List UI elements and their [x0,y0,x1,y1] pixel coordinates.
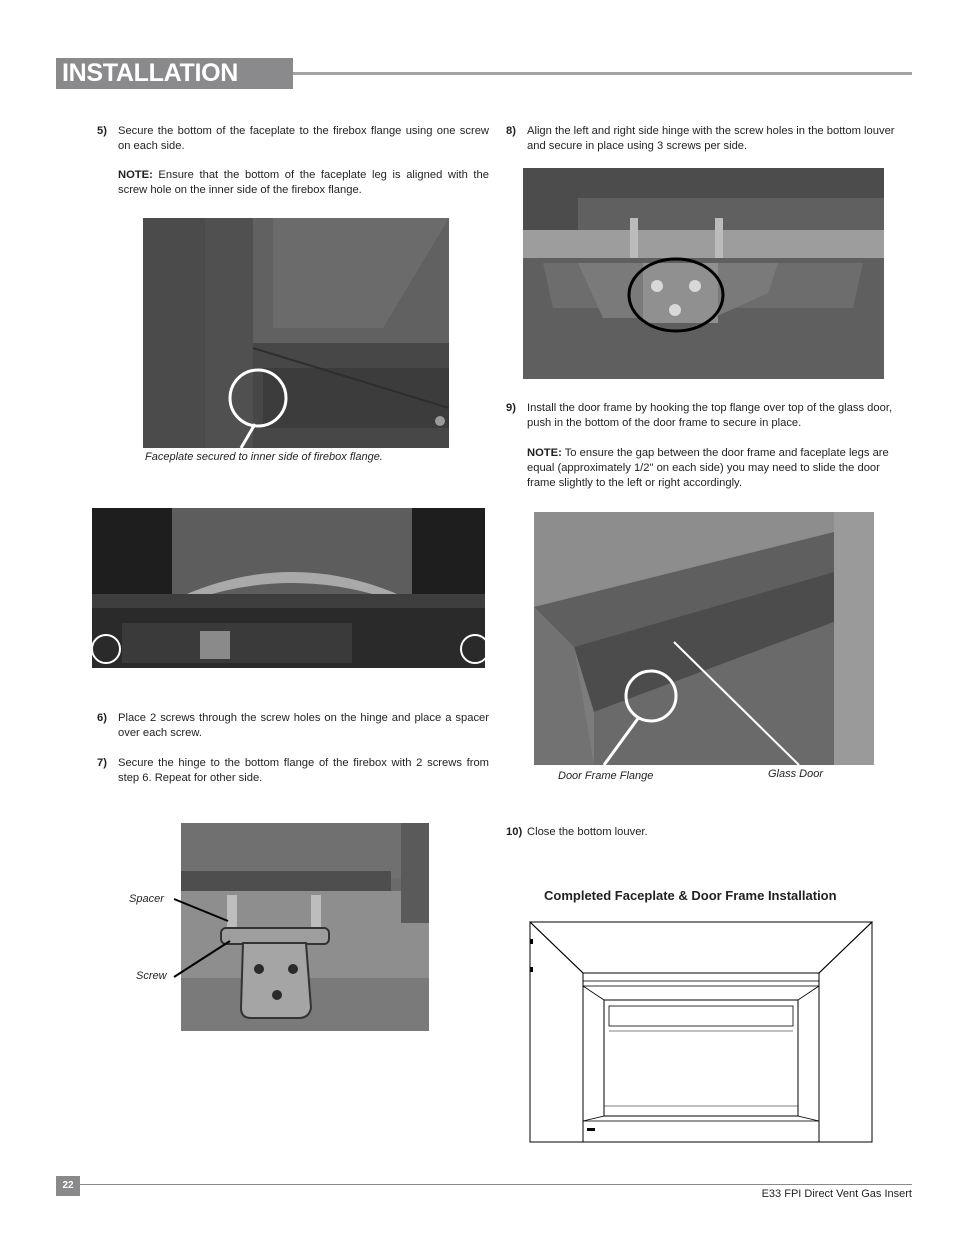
step-text: Align the left and right side hinge with the screw holes in the bottom louver and secure in place using 3 screws per side. [527,125,895,152]
step-number: 5) [97,125,107,137]
step-number: 6) [97,712,107,724]
screw-label: Screw [136,970,167,982]
note-text: To ensure the gap between the door frame and faceplate legs are equal (approximately 1/2" on each side) you may need to slide the door frame slightly to the left or right accordingly. [527,447,889,489]
step-number: 9) [506,402,516,414]
step-text: Secure the hinge to the bottom flange of the firebox with 2 screws from step 6. Repeat for other side. [118,757,489,784]
glass-door-label: Glass Door [768,768,824,780]
step-number: 7) [97,757,107,769]
louver-hinge-photo [523,168,884,379]
step-text: Place 2 screws through the screw holes on the hinge and place a spacer over each screw. [118,712,489,739]
faceplate-flange-photo [143,218,449,448]
diagram-title: Completed Faceplate & Door Frame Installation [544,888,837,903]
step-text: Secure the bottom of the faceplate to the firebox flange using one screw on each side. [118,125,489,152]
footer-rule [80,1184,912,1185]
spacer-label: Spacer [129,893,164,905]
step-note [527,446,902,491]
note-text: Ensure that the bottom of the faceplate leg is aligned with the screw hole on the inner side of the firebox flange. [118,169,489,196]
step-number: 8) [506,125,516,137]
footer-product-name: E33 FPI Direct Vent Gas Insert [761,1188,912,1200]
door-frame-photo [534,512,874,765]
hinge-overview-photo [92,508,485,668]
note-label: NOTE: [527,447,562,459]
page-title: INSTALLATION [62,59,239,87]
header-rule [293,72,912,75]
page-number: 22 [56,1176,80,1196]
step-note [118,168,489,198]
completed-installation-diagram [529,921,873,1143]
step-text: Close the bottom louver. [527,826,648,838]
note-label: NOTE: [118,169,153,181]
step-number: 10) [506,826,523,838]
faceplate-caption: Faceplate secured to inner side of firebox flange. [145,451,383,463]
step-text: Install the door frame by hooking the top flange over top of the glass door, push in the bottom of the door frame to secure in place. [527,402,893,429]
door-frame-flange-label: Door Frame Flange [558,770,654,782]
callout-lines [170,895,240,985]
